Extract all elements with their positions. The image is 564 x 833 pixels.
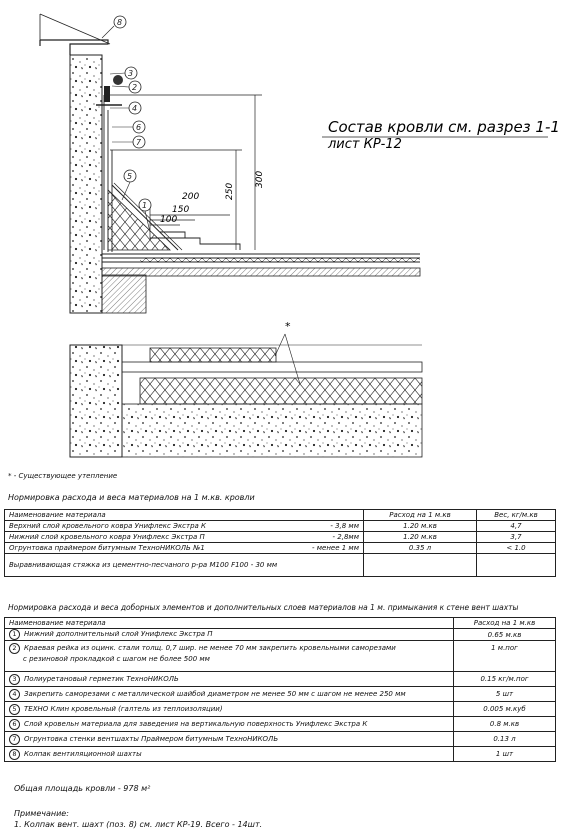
table2-header [5,618,556,629]
material-cell [5,629,454,641]
svg-text:150: 150 [172,205,190,215]
floor-slab [122,404,422,457]
qty-cell: 1.20 м.кв [364,521,477,532]
table-row [5,732,556,747]
qty-cell [364,554,477,577]
roof-slab [102,268,420,276]
material-name: Нижний дополнительный слой Унифлекс Экстра П [24,630,213,638]
svg-text:250: 250 [225,182,235,200]
th-qty: Расход на 1 м.кв [364,510,477,521]
table-row [5,532,556,543]
table1 [4,509,556,577]
table-row [5,687,556,702]
material-cell [5,702,454,717]
sheet-reference: лист КР-12 [328,137,402,152]
position-number: 7 [9,734,20,745]
svg-text:5: 5 [127,172,133,181]
th-qty: Расход на 1 м.кв [454,618,556,629]
material-name: Огрунтовка стенки вентшахты Праймером битумным ТехноНИКОЛЬ [24,734,279,743]
svg-text:8: 8 [117,18,123,27]
qty-cell: 0.005 м.куб [454,702,556,717]
thickness: - менее 1 мм [312,544,359,552]
table-row [5,717,556,732]
material-cell [5,717,454,732]
svg-text:300: 300 [255,170,265,188]
qty-cell: 0.35 л [364,543,477,554]
insulation-block [150,348,276,362]
material-cell [5,543,364,554]
material-cell [5,532,364,543]
table-row [5,747,556,762]
position-number: 4 [9,689,20,700]
existing-insulation-note: * - Существующее утепление [8,472,118,480]
material-name: Закрепить саморезами с металлической шайбой диаметром не менее 50 мм с шагом не менее 250 мм [24,689,406,698]
table-row [5,629,556,641]
thickness: - 30 мм [250,561,278,569]
total-roof-area: Общая площадь кровли - 978 м² [14,784,151,793]
table-row [5,543,556,554]
lower-insulation [140,378,422,404]
table2 [4,617,556,762]
weight-cell: 4,7 [477,521,556,532]
table-row [5,554,556,577]
table-row [5,672,556,687]
position-number: 2 [9,643,20,654]
qty-cell: 5 шт [454,687,556,702]
material-name: Краевая рейка из оцинк. стали толщ. 0,7 шир. не менее 70 мм закрепить кровельными саморезами [24,644,396,652]
svg-text:6: 6 [136,123,142,132]
material-cell [5,747,454,762]
svg-text:1: 1 [142,201,148,210]
svg-text:2: 2 [132,83,138,92]
qty-cell: 0.15 кг/м.пог [454,672,556,687]
th-name: Наименование материала [5,618,454,629]
qty-cell: 1.20 м.кв [364,532,477,543]
svg-text:7: 7 [136,138,142,147]
material-cell [5,554,364,577]
svg-text:100: 100 [160,215,178,225]
notes-line-1: 1. Колпак вент. шахт (поз. 8) см. лист КР-19. Всего - 14шт. [14,820,263,829]
material-name: Полиуретановый герметик ТехноНИКОЛЬ [24,674,179,683]
shaft-wall [70,55,102,313]
notes-title: Примечание: [14,809,69,818]
material-cell [5,641,454,672]
position-number: 6 [9,719,20,730]
weight-cell [477,554,556,577]
table2-caption: Нормировка расхода и веса доборных элементов и дополнительных слоев материалов на 1 м. примыкания к стене вент шахты [8,603,519,612]
svg-text:*: * [285,320,291,333]
table1-caption: Нормировка расхода и веса материалов на 1 м.кв. кровли [8,493,255,502]
table-row [5,521,556,532]
existing-slab [70,345,122,457]
thickness: - 3,8 мм [330,522,359,530]
qty-cell: 0.8 м.кв [454,717,556,732]
material-name: ТЕХНО Клин кровельный (галтель из теплоизоляции) [24,704,223,713]
table1-header [5,510,556,521]
shaft-cap [40,40,108,55]
sealant [113,75,123,85]
qty-cell: 0.13 л [454,732,556,747]
svg-text:200: 200 [182,192,200,202]
svg-text:4: 4 [132,104,138,113]
material-name-line2: с резиновой прокладкой с шагом не более 500 мм [23,655,210,663]
th-weight: Вес, кг/м.кв [477,510,556,521]
material-name: Верхний слой кровельного ковра Унифлекс Экстра К [9,522,207,530]
material-name: Нижний слой кровельного ковра Унифлекс Экстра П [9,533,205,541]
material-cell [5,687,454,702]
section-reference-title: Состав кровли см. разрез 1-1 [328,118,560,136]
svg-text:3: 3 [128,69,134,78]
qty-cell: 1 м.пог [454,641,556,672]
weight-cell: 3,7 [477,532,556,543]
material-name: Огрунтовка праймером битумным ТехноНИКОЛЬ №1 [9,544,205,552]
position-number: 3 [9,674,20,685]
qty-cell: 1 шт [454,747,556,762]
position-number: 8 [9,749,20,760]
material-cell [5,672,454,687]
material-cell [5,521,364,532]
weight-cell: < 1.0 [477,543,556,554]
th-name: Наименование материала [5,510,364,521]
material-cell [5,732,454,747]
material-name: Слой кровельн материала для заведения на вертикальную поверхность Унифлекс Экстра К [24,719,368,728]
material-name: Колпак вентиляционной шахты [24,749,142,758]
masonry-block [102,275,146,313]
position-number: 1 [9,629,20,640]
material-name: Выравнивающая стяжка из цементно-песчаного р-ра М100 F100 [9,561,249,569]
position-number: 5 [9,704,20,715]
thickness: - 2,8мм [332,533,359,541]
table-row [5,641,556,672]
table-row [5,702,556,717]
qty-cell: 0.65 м.кв [454,629,556,641]
